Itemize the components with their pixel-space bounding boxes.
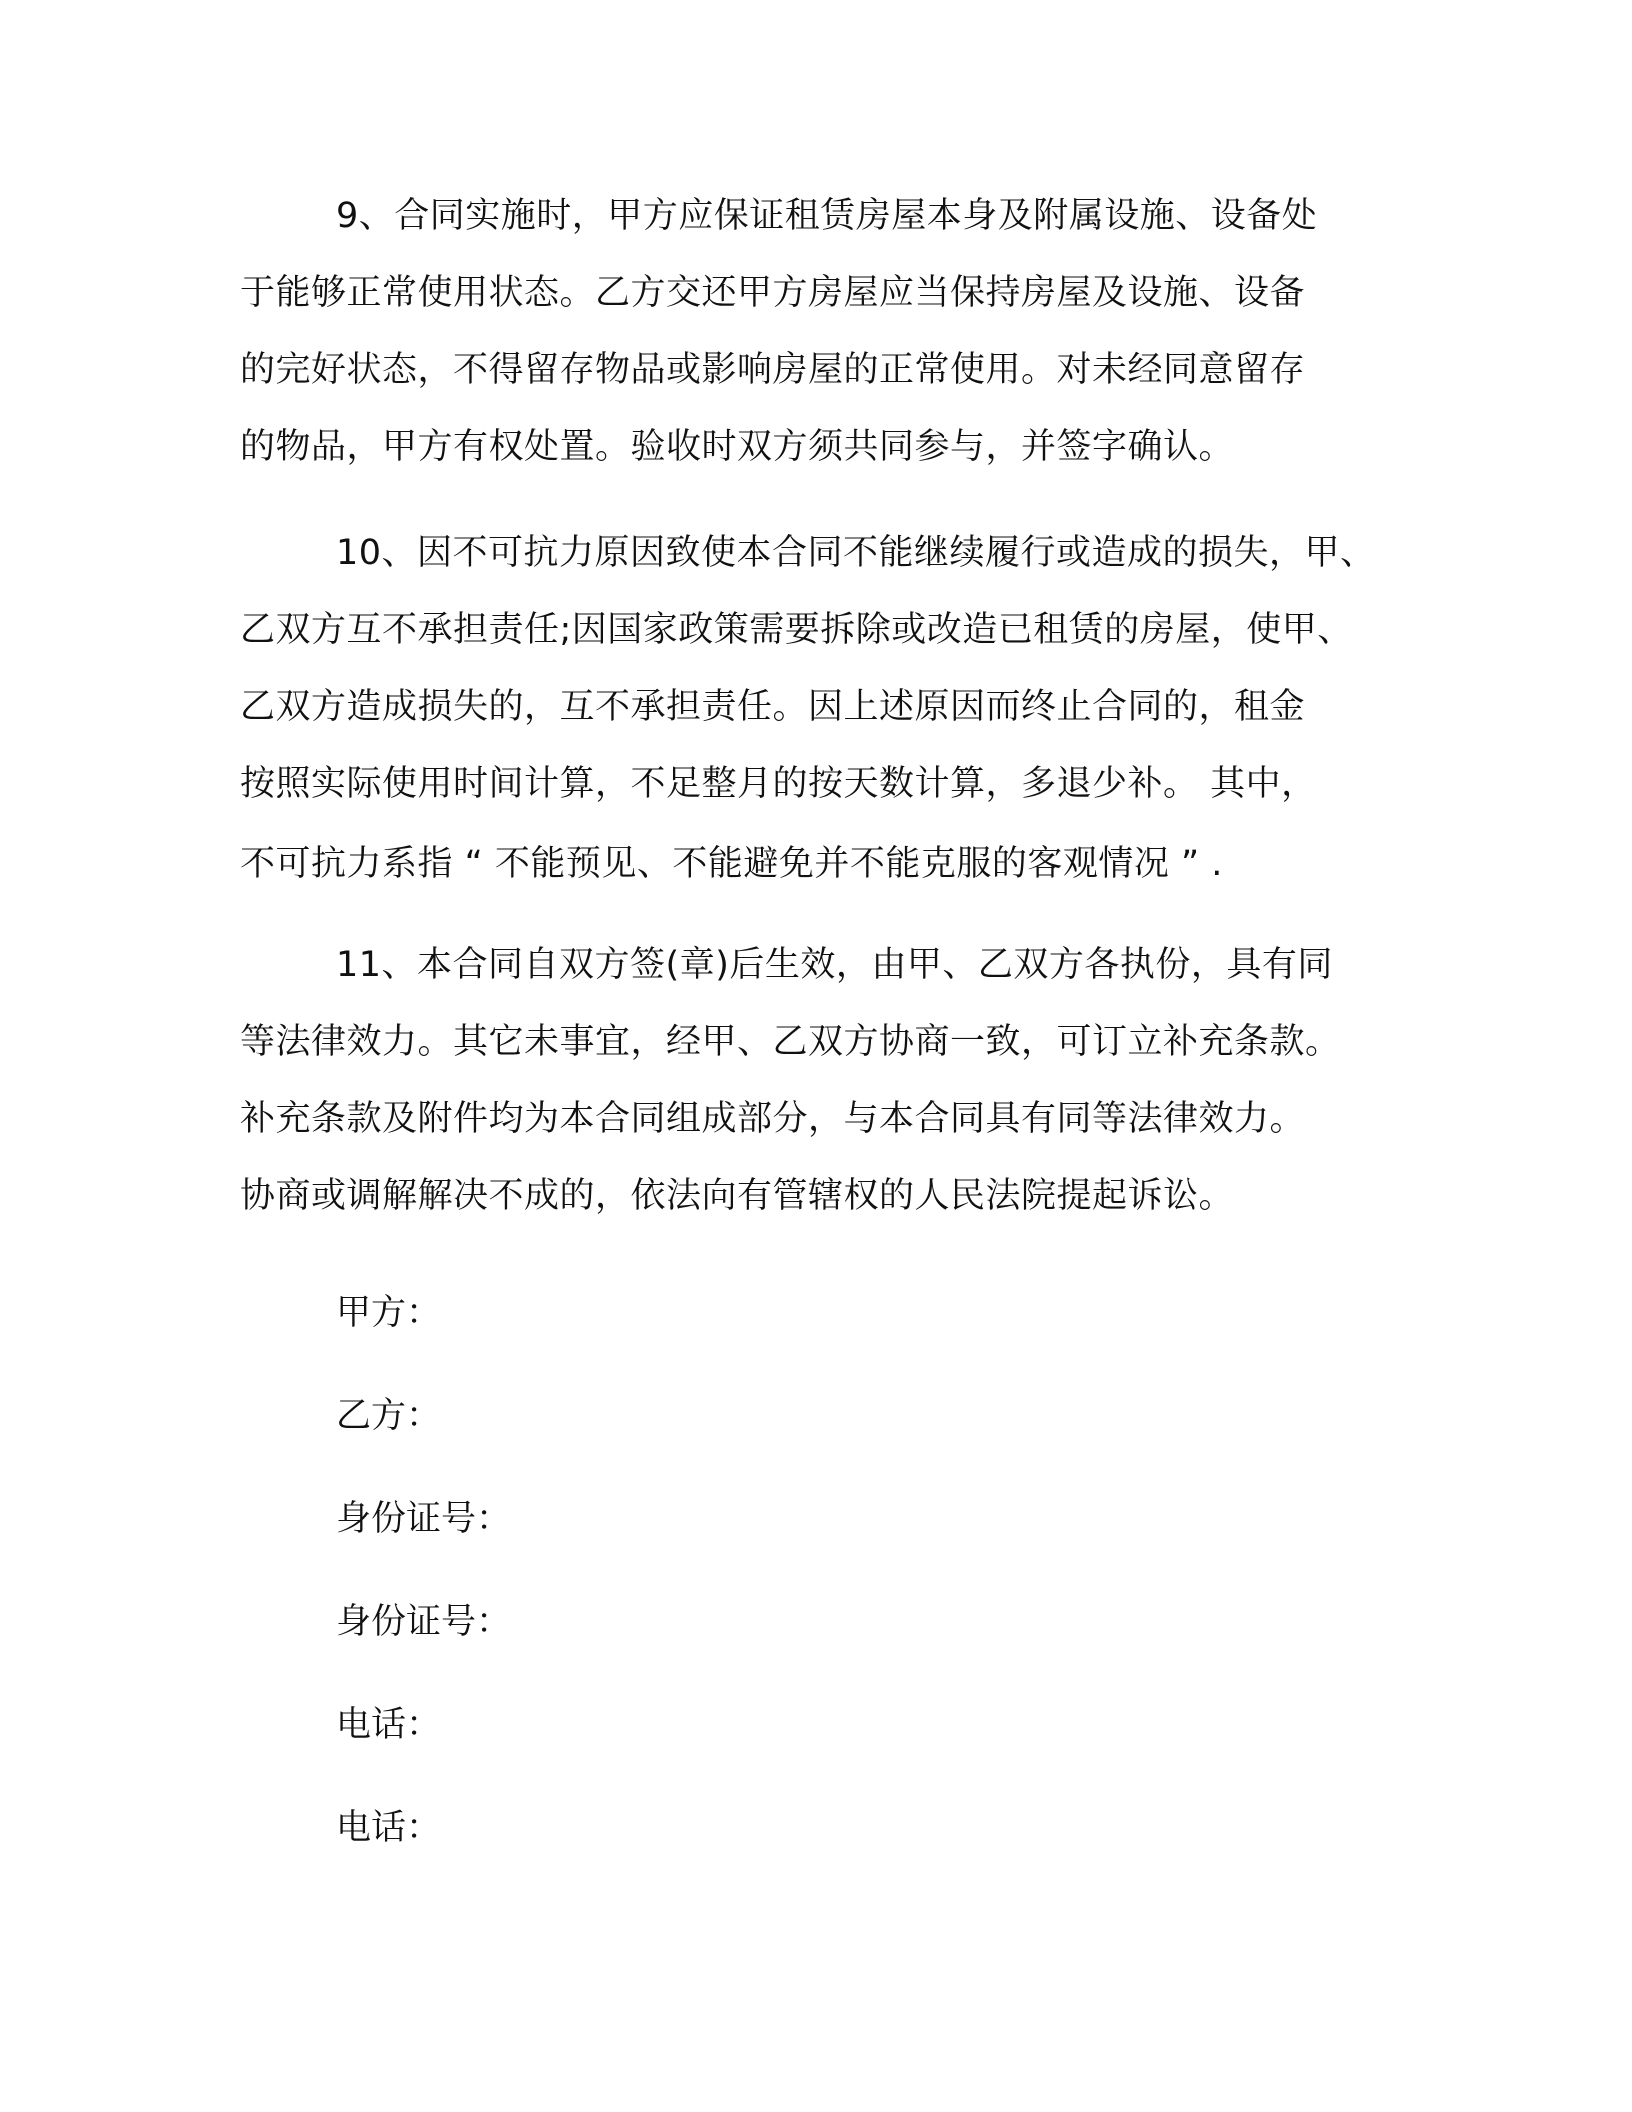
signature-block	[336, 1262, 511, 1880]
party-a-phone-label: 电话：	[336, 1705, 442, 1745]
clause-10-line: 乙双方互不承担责任;因国家政策需要拆除或改造已租赁的房屋，使甲、	[240, 610, 1353, 650]
clause-10-line: 10、因不可抗力原因致使本合同不能继续履行或造成的损失，甲、	[336, 533, 1376, 573]
party-b-phone-label: 电话：	[336, 1808, 442, 1848]
clause-11-line: 等法律效力。其它未事宜，经甲、乙双方协商一致，可订立补充条款。	[240, 1022, 1341, 1062]
clause-9-line: 的物品，甲方有权处置。验收时双方须共同参与，并签字确认。	[240, 427, 1235, 467]
clause-11	[240, 927, 1400, 1235]
party-b-id-label: 身份证号：	[336, 1602, 512, 1642]
clause-9-line: 于能够正常使用状态。乙方交还甲方房屋应当保持房屋及设施、设备	[240, 273, 1306, 313]
party-a-id-label: 身份证号：	[336, 1499, 512, 1539]
clause-9	[240, 178, 1400, 486]
clause-11-line: 11、本合同自双方签(章)后生效，由甲、乙双方各执份，具有同	[336, 945, 1333, 985]
clause-9-line: 9、合同实施时，甲方应保证租赁房屋本身及附属设施、设备处	[336, 196, 1318, 236]
clause-11-line: 协商或调解解决不成的，依法向有管辖权的人民法院提起诉讼。	[240, 1176, 1235, 1216]
clause-10-line: 乙双方造成损失的，互不承担责任。因上述原因而终止合同的，租金	[240, 687, 1306, 727]
clause-9-line: 的完好状态，不得留存物品或影响房屋的正常使用。对未经同意留存	[240, 350, 1306, 390]
clause-10-line: 不可抗力系指 “ 不能预见、不能避免并不能克服的客观情况 ” .	[240, 844, 1223, 884]
clause-10-line: 按照实际使用时间计算，不足整月的按天数计算，多退少补。 其中，	[240, 764, 1317, 804]
clause-10	[240, 515, 1400, 906]
clause-11-line: 补充条款及附件均为本合同组成部分，与本合同具有同等法律效力。	[240, 1099, 1306, 1139]
party-b-label: 乙方：	[336, 1396, 442, 1436]
party-a-label: 甲方：	[336, 1293, 442, 1333]
